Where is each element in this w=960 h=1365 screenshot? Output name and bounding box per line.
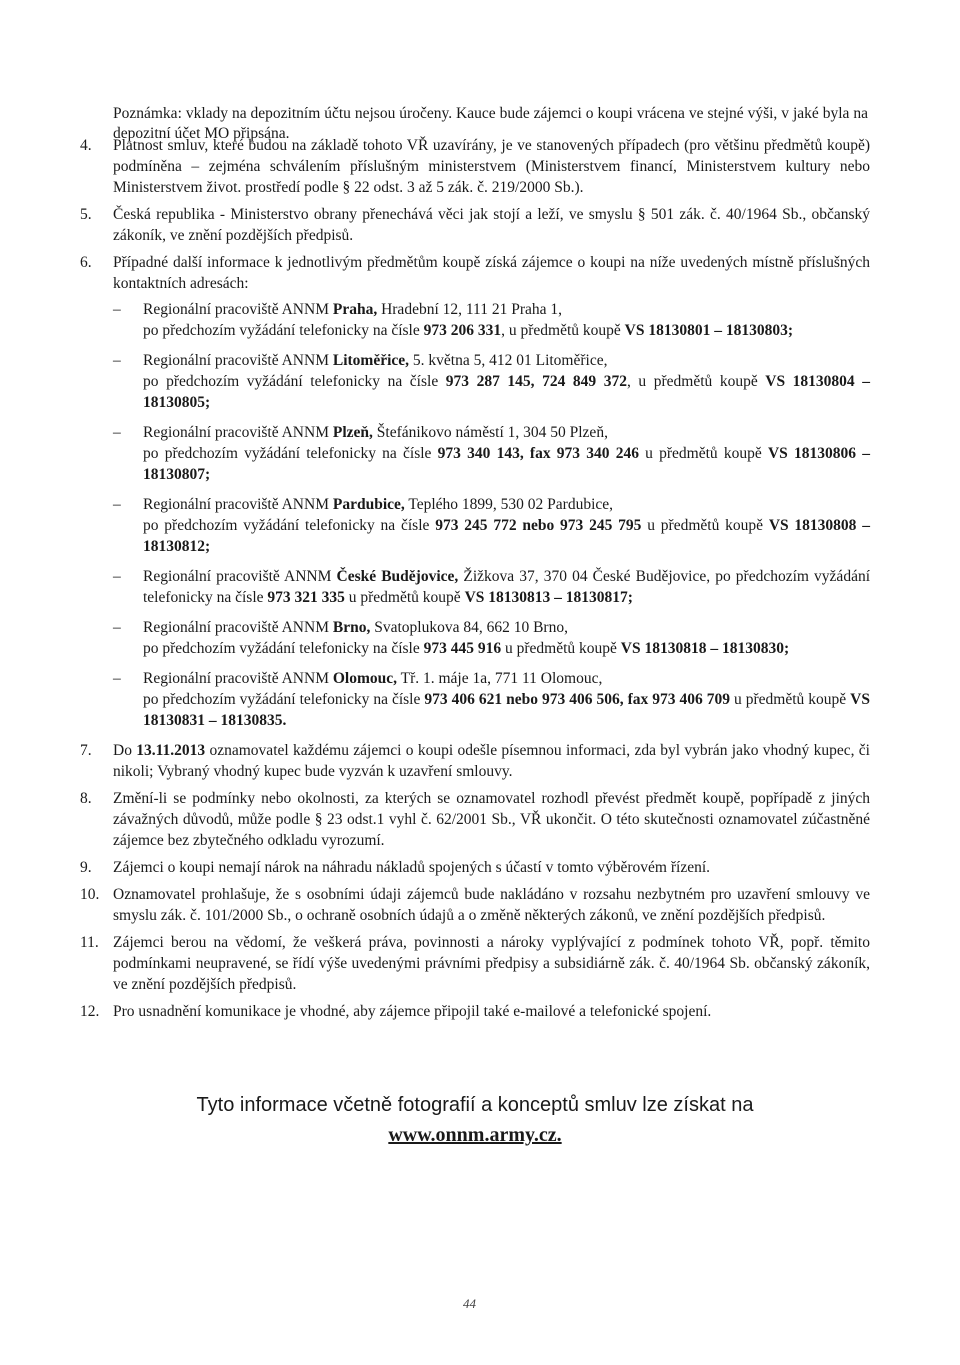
- vs-range: VS 18130801 – 18130803;: [624, 322, 794, 339]
- item-text: Platnost smluv, které budou na základě tohoto VŘ uzavírány, je ve stanovených případech (pro většinu předmětů koupě) podmíněna – zejména schválením příslušným ministerstvem (Ministerstvem financí, Ministerstvem kultury nebo Ministerstvem život. prostředí podle § 22 odst. 3 až 5 zák. č. 219/2000 Sb.).: [113, 137, 870, 196]
- item-number: 10.: [80, 886, 100, 903]
- city: Litoměřice,: [332, 352, 410, 369]
- dash: –: [113, 568, 121, 585]
- city: Olomouc,: [332, 670, 398, 687]
- item-number: 6.: [80, 254, 92, 271]
- city: České Budějovice,: [336, 568, 459, 585]
- contact-entry: – Regionální pracoviště ANNM Litoměřice, 5. května 5, 412 01 Litoměřice, po předchozím vyžádání telefonicky na čísle 973 287 145, 724 849 372, u předmětů koupě VS 18130804 – 18130805;: [113, 352, 870, 411]
- phone: 973 340 143, fax 973 340 246: [437, 445, 639, 462]
- footer-text: Tyto informace včetně fotografií a konceptů smluv lze získat na: [196, 1094, 754, 1116]
- item-number: 8.: [80, 790, 92, 807]
- phone: 973 406 621 nebo 973 406 506, fax 973 406 709: [424, 691, 730, 708]
- deposit-note: Poznámka: vklady na depozitním účtu nejsou úročeny. Kauce bude zájemci o koupi vrácena ve stejné výši, v jaké byla na depozitní účet MO připsána.: [113, 104, 868, 142]
- vs-range: VS 18130813 – 18130817;: [464, 589, 633, 606]
- phone: 973 445 916: [423, 640, 502, 657]
- list-item: 7. Do 13.11.2013 oznamovatel každému zájemci o koupi odešle písemnou informaci, zda byl vybrán jako vhodný kupec, či nikoli; Vybraný vhodný kupec bude vyzván k uzavření smlouvy.: [80, 742, 870, 780]
- city: Pardubice,: [332, 496, 405, 513]
- phone: 973 245 772 nebo 973 245 795: [435, 517, 642, 534]
- item-number: 4.: [80, 137, 92, 154]
- contact-entry: – Regionální pracoviště ANNM Plzeň, Štefánikovo náměstí 1, 304 50 Plzeň, po předchozím vyžádání telefonicky na čísle 973 340 143, fax 973 340 246 u předmětů koupě VS 18130806 – 18130807;: [113, 424, 870, 483]
- website-link[interactable]: www.onnm.army.cz.: [388, 1124, 562, 1146]
- item-text: Oznamovatel prohlašuje, že s osobními údaji zájemců bude nakládáno v rozsahu nezbytném pro uzavření smlouvy ve smyslu zák. č. 101/2000 Sb., o ochraně osobních údajů a o změně některých zákonů, ve znění pozdějších předpisů.: [113, 886, 870, 924]
- list-item: [80, 135, 870, 198]
- dash: –: [113, 496, 121, 513]
- item-number: 5.: [80, 206, 92, 223]
- list-item: [80, 204, 870, 246]
- conditions-list: [80, 135, 870, 1028]
- vs-range: VS 18130804 – 18130805;: [143, 373, 870, 411]
- list-item: [80, 788, 870, 851]
- item-number: 12.: [80, 1003, 100, 1020]
- item-number: 9.: [80, 859, 92, 876]
- vs-range: VS 18130818 – 18130830;: [620, 640, 790, 657]
- list-item: [80, 857, 870, 878]
- item-text: Změní-li se podmínky nebo okolnosti, za kterých se oznamovatel rozhodl převést předmět koupě, popřípadě z jiných závažných důvodů, může podle § 23 odst.1 vyhl č. 62/2001 Sb., VŘ ukončit. O této skutečnosti oznamovatel zúčastněné zájemce bez zbytečného odkladu vyrozumí.: [113, 790, 870, 849]
- item-text: Případné další informace k jednotlivým předmětům koupě získá zájemce o koupi na níže uvedených místně příslušných kontaktních adresách:: [113, 254, 870, 292]
- contact-entry: – Regionální pracoviště ANNM České Budějovice, Žižkova 37, 370 04 České Budějovice, po předchozím vyžádání telefonicky na čísle 973 321 335 u předmětů koupě VS 18130813 – 18130817;: [113, 568, 870, 606]
- item-number: 11.: [80, 934, 99, 951]
- list-item: [80, 252, 870, 731]
- contact-entry: – Regionální pracoviště ANNM Brno, Svatoplukova 84, 662 10 Brno, po předchozím vyžádání telefonicky na čísle 973 445 916 u předmětů koupě VS 18130818 – 18130830;: [113, 619, 790, 657]
- list-item: [80, 932, 870, 995]
- item-text: Zájemci o koupi nemají nárok na náhradu nákladů spojených s účastí v tomto výběrovém řízení.: [113, 859, 711, 876]
- city: Brno,: [332, 619, 371, 636]
- dash: –: [113, 670, 121, 687]
- contact-list: [113, 299, 870, 731]
- item-text: Zájemci berou na vědomí, že veškerá práva, povinnosti a nároky vyplývající z podmínek tohoto VŘ, popř. těmito podmínkami neupravené, se řídí výše uvedenými právními předpisy a subsidiárně zák. č. 40/1964 Sb. občanský zákoník, ve znění pozdějších předpisů.: [113, 934, 870, 993]
- contact-entry: – Regionální pracoviště ANNM Praha, Hradební 12, 111 21 Praha 1, po předchozím vyžádání telefonicky na čísle 973 206 331, u předmětů koupě VS 18130801 – 18130803;: [113, 301, 794, 339]
- list-item: [80, 1001, 870, 1022]
- list-item: [80, 884, 870, 926]
- contact-entry: – Regionální pracoviště ANNM Olomouc, Tř. 1. máje 1a, 771 11 Olomouc, po předchozím vyžádání telefonicky na čísle 973 406 621 nebo 973 406 506, fax 973 406 709 u předmětů koupě VS 18130831 – 18130835.: [113, 670, 870, 729]
- page-number: 44: [463, 1296, 476, 1311]
- contact-entry: – Regionální pracoviště ANNM Pardubice, Teplého 1899, 530 02 Pardubice, po předchozím vyžádání telefonicky na čísle 973 245 772 nebo 973 245 795 u předmětů koupě VS 18130808 – 18130812;: [113, 496, 870, 555]
- dash: –: [113, 619, 121, 636]
- phone: 973 287 145, 724 849 372: [445, 373, 627, 390]
- dash: –: [113, 424, 121, 441]
- dash: –: [113, 352, 121, 369]
- phone: 973 321 335: [267, 589, 345, 606]
- city: Plzeň,: [332, 424, 373, 441]
- vs-range: VS 18130831 – 18130835.: [143, 691, 870, 729]
- footer-info: [0, 1090, 950, 1150]
- dash: –: [113, 301, 121, 318]
- item-text: Česká republika - Ministerstvo obrany přenechává věci jak stojí a leží, ve smyslu § 501 zák. č. 40/1964 Sb., občanský zákoník, ve znění pozdějších předpisů.: [113, 206, 870, 244]
- vs-range: VS 18130806 – 18130807;: [143, 445, 870, 483]
- item-number: 7.: [80, 742, 92, 759]
- deadline-date: 13.11.2013: [136, 742, 206, 759]
- city: Praha,: [332, 301, 378, 318]
- phone: 973 206 331: [423, 322, 502, 339]
- item-text: Pro usnadnění komunikace je vhodné, aby zájemce připojil také e-mailové a telefonické spojení.: [113, 1003, 712, 1020]
- vs-range: VS 18130808 – 18130812;: [143, 517, 870, 555]
